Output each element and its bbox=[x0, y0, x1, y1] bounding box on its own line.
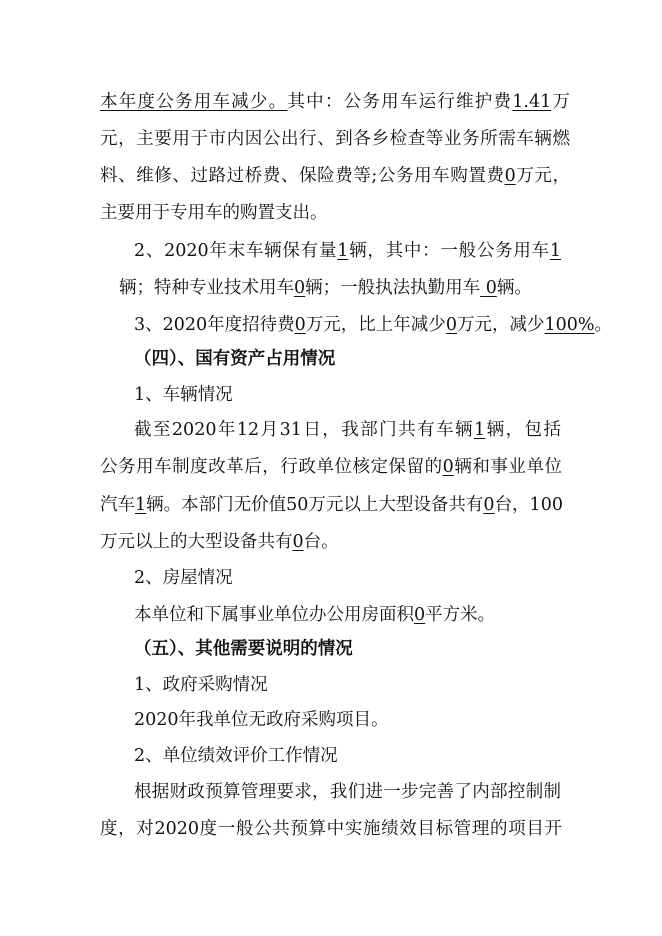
text-run: 辆；特种专业技术用车 bbox=[119, 278, 294, 298]
line-1 bbox=[100, 87, 570, 117]
text-run: 公务用车制度改革后，行政单位核定保留的 bbox=[100, 457, 443, 477]
underlined-value: 本年度公务用车减少。 bbox=[100, 92, 288, 112]
text-run: 万元，比上年减少 bbox=[305, 315, 446, 335]
underlined-value: 0 bbox=[445, 315, 457, 335]
text-run: 本单位和下属事业单位办公用房面积 bbox=[134, 605, 414, 625]
line-14 bbox=[134, 563, 604, 593]
line-3 bbox=[100, 161, 570, 191]
section-heading-4 bbox=[134, 344, 604, 374]
text-run: 辆。本部门无价值50万元以上大型设备共有 bbox=[146, 495, 484, 515]
underlined-value: 0 bbox=[292, 532, 304, 552]
text-run: 2、房屋情况 bbox=[134, 568, 233, 588]
line-5 bbox=[134, 236, 561, 266]
underlined-value: 1 bbox=[549, 241, 562, 261]
text-run: 万元， bbox=[515, 166, 571, 186]
underlined-value: 1 bbox=[474, 420, 486, 440]
line-13 bbox=[100, 527, 570, 557]
text-run: 其中：公务用车运行维护费 bbox=[287, 92, 513, 112]
text-run: 辆，其中：一般公务用车 bbox=[348, 241, 550, 261]
text-run: 根据财政预算管理要求，我们进一步完善了内部控制制 bbox=[134, 782, 561, 802]
text-run: 台。 bbox=[303, 532, 339, 552]
underlined-value: 0 bbox=[480, 278, 497, 298]
text-run: 元，主要用于市内因公出行、到各乡检查等业务所需车辆燃 bbox=[100, 129, 570, 149]
text-run: 度，对2020度一般公共预算中实施绩效目标管理的项目开 bbox=[100, 819, 562, 839]
underlined-value: 0 bbox=[504, 166, 516, 186]
underlined-value: 0 bbox=[442, 457, 454, 477]
text-run: 汽车 bbox=[100, 495, 135, 515]
underlined-value: 1.41 bbox=[512, 92, 552, 112]
text-run: 3、2020年度招待费 bbox=[134, 315, 295, 335]
text-run: 1、政府采购情况 bbox=[134, 675, 268, 695]
line-6 bbox=[119, 273, 559, 303]
text-run: 万元，减少 bbox=[456, 315, 545, 335]
text-run: 。 bbox=[594, 315, 612, 335]
underlined-value: 1 bbox=[135, 495, 147, 515]
text-run: 万元以上的大型设备共有 bbox=[100, 532, 293, 552]
underlined-value: 0 bbox=[294, 315, 306, 335]
text-run: 2、单位绩效评价工作情况 bbox=[134, 746, 338, 766]
line-2 bbox=[100, 124, 570, 154]
section-heading-5 bbox=[134, 634, 604, 664]
line-15 bbox=[134, 600, 604, 630]
text-run: 万 bbox=[551, 92, 571, 112]
line-21 bbox=[100, 814, 562, 844]
underlined-value: 0 bbox=[414, 605, 426, 625]
line-11 bbox=[100, 452, 562, 482]
line-12 bbox=[100, 490, 562, 520]
text-run: 台，100 bbox=[494, 495, 563, 515]
underlined-value: 1 bbox=[337, 241, 349, 261]
line-19 bbox=[134, 741, 604, 771]
text-run: （五）、其他需要说明的情况 bbox=[134, 639, 353, 659]
line-9 bbox=[134, 380, 604, 410]
underlined-value: 0 bbox=[294, 278, 306, 298]
text-run: 辆；一般执法执勤用车 bbox=[305, 278, 481, 298]
line-7 bbox=[134, 310, 612, 340]
text-run: 主要用于专用车的购置支出。 bbox=[100, 203, 328, 223]
text-run: 料、维修、过路过桥费、保险费等;公务用车购置费 bbox=[100, 166, 505, 186]
text-run: 辆，包括 bbox=[485, 420, 561, 440]
line-10 bbox=[134, 415, 561, 445]
text-run: 辆。 bbox=[496, 278, 532, 298]
text-run: 2、2020年末车辆保有量 bbox=[134, 241, 338, 261]
underlined-value: 0 bbox=[483, 495, 495, 515]
text-run: （四）、国有资产占用情况 bbox=[134, 349, 336, 369]
line-4 bbox=[100, 198, 570, 228]
text-run: 1、车辆情况 bbox=[134, 385, 233, 405]
line-20 bbox=[134, 777, 561, 807]
line-18 bbox=[134, 705, 604, 735]
text-run: 截至2020年12月31日，我部门共有车辆 bbox=[134, 420, 474, 440]
line-17 bbox=[134, 670, 604, 700]
text-run: 平方米。 bbox=[425, 605, 496, 625]
underlined-value: 100% bbox=[544, 315, 595, 335]
text-run: 2020年我单位无政府采购项目。 bbox=[134, 710, 389, 730]
text-run: 辆和事业单位 bbox=[453, 457, 563, 477]
